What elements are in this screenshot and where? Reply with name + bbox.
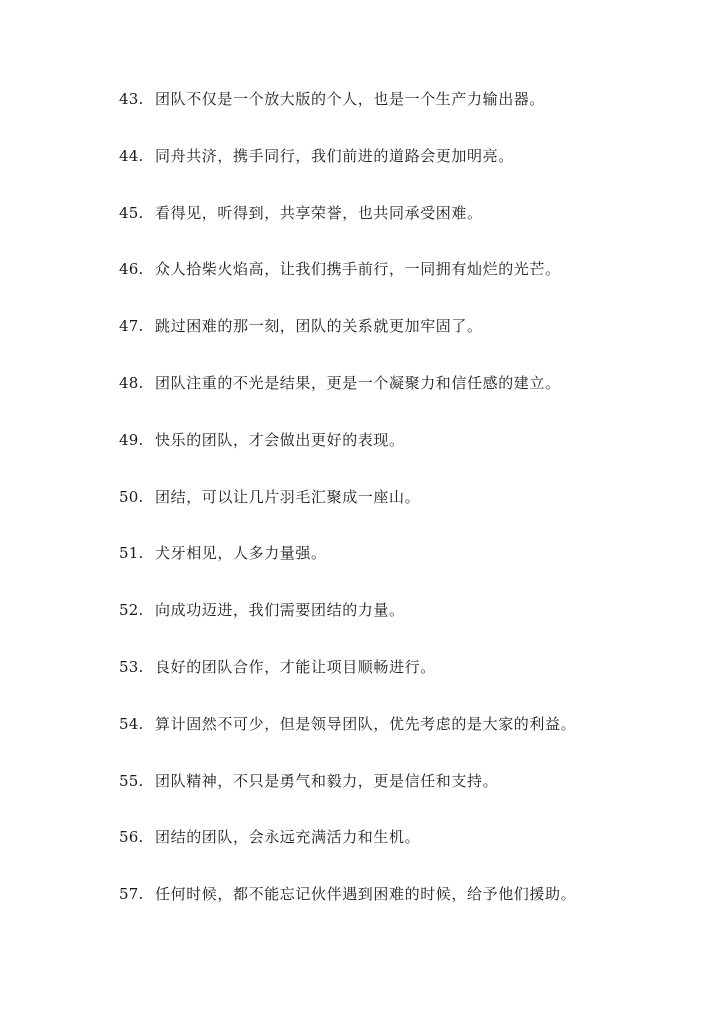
item-text: 团队注重的不光是结果，更是一个凝聚力和信任感的建立。 [155, 373, 561, 392]
item-text: 团结，可以让几片羽毛汇聚成一座山。 [155, 487, 421, 506]
item-number: 45. [119, 203, 144, 222]
item-text: 看得见，听得到，共享荣誉，也共同承受困难。 [155, 203, 483, 222]
item-number: 57. [119, 885, 144, 904]
list-item [119, 484, 689, 541]
item-number: 44. [119, 146, 144, 165]
list-item [119, 768, 689, 825]
list-item [119, 143, 689, 200]
list-item [119, 881, 689, 938]
item-number: 56. [119, 828, 144, 847]
list-item [119, 597, 689, 654]
item-text: 快乐的团队，才会做出更好的表现。 [155, 430, 405, 449]
item-number: 53. [119, 657, 144, 676]
item-number: 49. [119, 430, 144, 449]
item-number: 47. [119, 317, 144, 336]
item-text: 同舟共济，携手同行，我们前进的道路会更加明亮。 [155, 146, 514, 165]
item-number: 43. [119, 90, 144, 108]
item-text: 算计固然不可少，但是领导团队，优先考虑的是大家的利益。 [155, 714, 577, 733]
item-number: 46. [119, 260, 144, 279]
item-number: 52. [119, 601, 144, 620]
item-text: 良好的团队合作，才能让项目顺畅进行。 [155, 657, 436, 676]
item-text: 团队不仅是一个放大版的个人，也是一个生产力输出器。 [155, 90, 546, 108]
item-text: 众人拾柴火焰高，让我们携手前行，一同拥有灿烂的光芒。 [155, 260, 561, 279]
item-number: 51. [119, 544, 144, 563]
item-text: 犬牙相见，人多力量强。 [155, 544, 327, 563]
list-item [119, 313, 689, 370]
numbered-list [119, 86, 689, 938]
list-item [119, 200, 689, 257]
item-text: 团队精神，不只是勇气和毅力，更是信任和支持。 [155, 771, 499, 790]
list-item [119, 824, 689, 881]
list-item [119, 427, 689, 484]
item-text: 任何时候，都不能忘记伙伴遇到困难的时候，给予他们援助。 [155, 885, 577, 904]
item-text: 团结的团队，会永远充满活力和生机。 [155, 828, 421, 847]
list-item [119, 711, 689, 768]
list-item [119, 86, 689, 143]
list-item [119, 370, 689, 427]
item-number: 55. [119, 771, 144, 790]
item-text: 跳过困难的那一刻，团队的关系就更加牢固了。 [155, 317, 483, 336]
list-item [119, 654, 689, 711]
item-number: 50. [119, 487, 144, 506]
item-text: 向成功迈进，我们需要团结的力量。 [155, 601, 405, 620]
item-number: 54. [119, 714, 144, 733]
list-item [119, 540, 689, 597]
list-item [119, 256, 689, 313]
item-number: 48. [119, 373, 144, 392]
